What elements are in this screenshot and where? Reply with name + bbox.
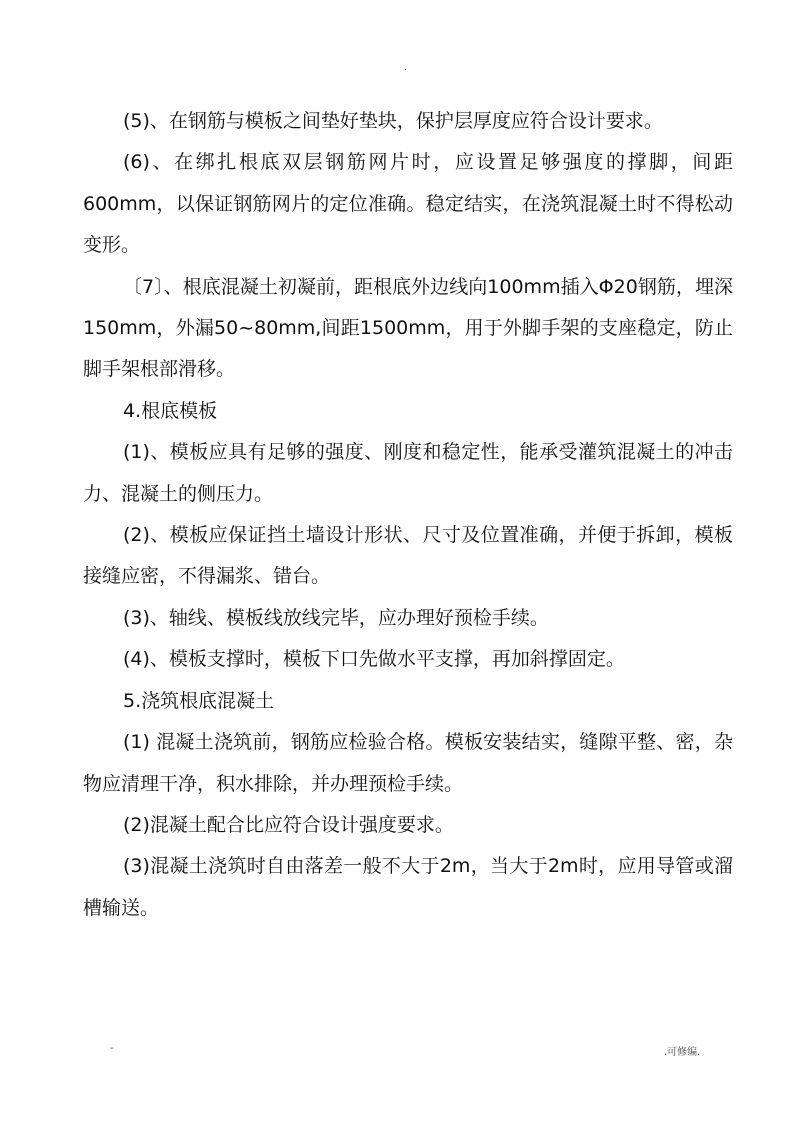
paragraph-6: (6)、在绑扎根底双层钢筋网片时，应设置足够强度的撑脚，间距600mm，以保证钢筋网片的定位准确。稳定结实，在浇筑混凝土时不得松动变形。 <box>83 151 733 257</box>
formwork-item-4: (4)、模板支撑时，模板下口先做水平支撑，再加斜撑固定。 <box>123 648 625 671</box>
footer-left-mark: - <box>110 1043 114 1054</box>
document-body <box>83 101 733 929</box>
concrete-item-1: (1) 混凝土浇筑前，钢筋应检验合格。模板安装结实，缝隙平整、密，杂物应清理干净，积水排除，并办理预检手续。 <box>83 731 733 795</box>
header-mark: . <box>404 62 408 73</box>
paragraph-5: (5)、在钢筋与模板之间垫好垫块，保护层厚度应符合设计要求。 <box>123 110 663 132</box>
concrete-item-2: (2)混凝土配合比应符合设计强度要求。 <box>123 813 454 836</box>
paragraph-7: 〔7〕、根底混凝土初凝前，距根底外边线向100mm插入Φ20钢筋，埋深150mm，外漏50~80mm,间距1500mm，用于外脚手架的支座稳定，防止脚手架根部滑移。 <box>83 275 733 381</box>
formwork-item-2: (2)、模板应保证挡土墙设计形状、尺寸及位置准确，并便于拆卸，模板接缝应密，不得漏浆、错台。 <box>83 524 733 588</box>
formwork-item-3: (3)、轴线、模板线放线完毕，应办理好预检手续。 <box>123 606 549 629</box>
footer-editable-note: .可修编. <box>664 1047 701 1058</box>
formwork-item-1: (1)、模板应具有足够的强度、刚度和稳定性，能承受灌筑混凝土的冲击力、混凝土的侧压力。 <box>83 441 733 505</box>
concrete-item-3: (3)混凝土浇筑时自由落差一般不大于2m，当大于2m时，应用导管或溜槽输送。 <box>83 855 733 919</box>
section-heading-4: 4.根底模板 <box>123 399 218 422</box>
section-heading-5: 5.浇筑根底混凝土 <box>123 689 275 712</box>
